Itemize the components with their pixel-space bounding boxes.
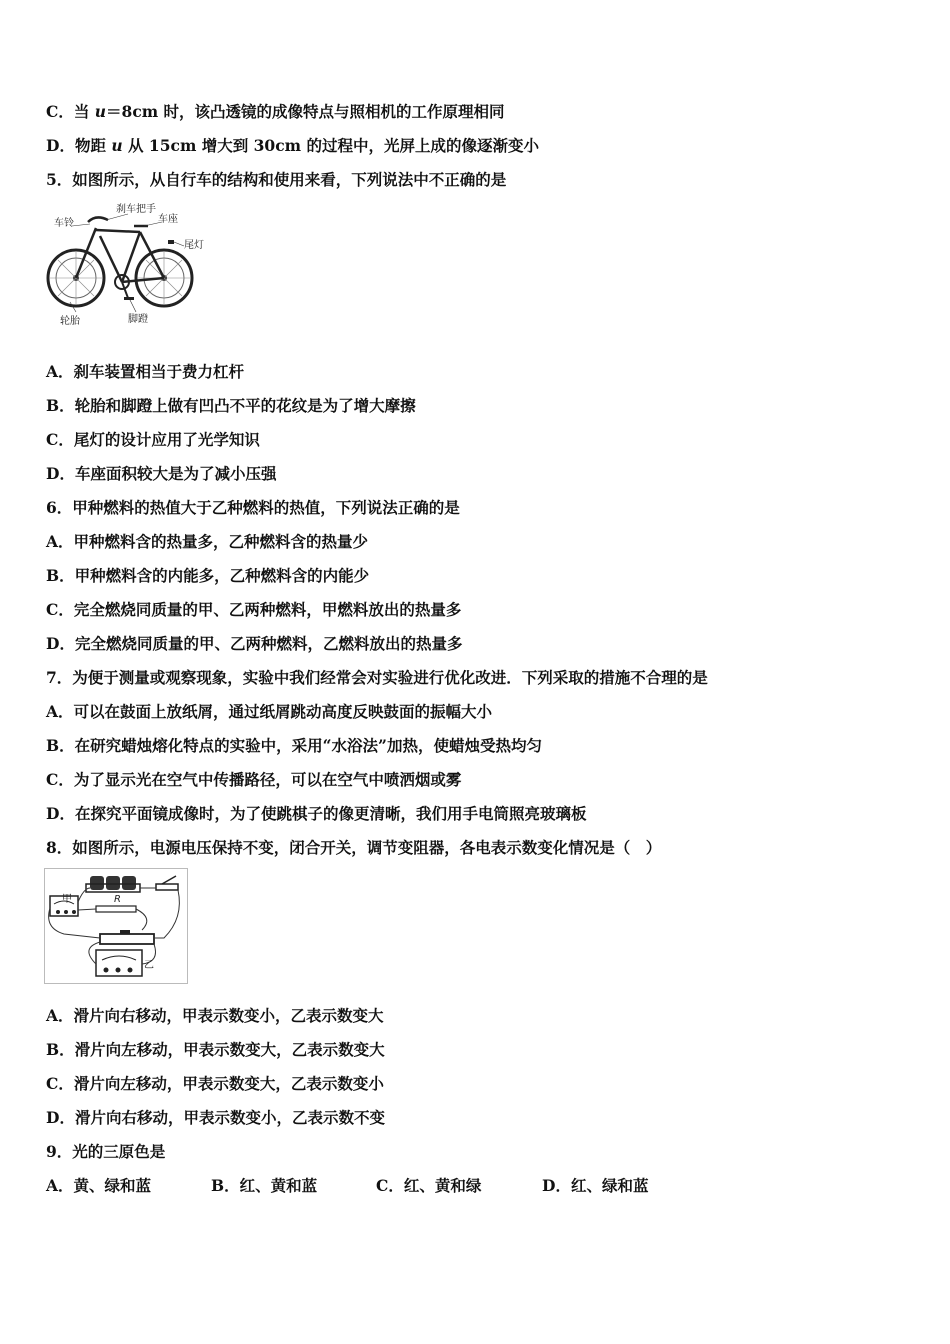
label-bell: 车铃 (54, 218, 74, 229)
q5-option-a: A．刹车装置相当于费力杠杆 (46, 362, 245, 381)
circuit-figure (44, 868, 188, 984)
label-meter-yi: 乙 (144, 960, 154, 971)
label-meter-jia: 甲 (62, 894, 72, 905)
label-pedal: 脚蹬 (128, 314, 148, 325)
q4-option-d: D．物距 u 从 15cm 增大到 30cm 的过程中，光屏上成的像逐渐变小 (46, 136, 539, 155)
q9-option-d: D．红、绿和蓝 (542, 1176, 649, 1195)
q6-option-a: A．甲种燃料含的热量多，乙种燃料含的热量少 (46, 532, 369, 551)
q9-option-a: A．黄、绿和蓝 (46, 1176, 152, 1195)
q8-option-c: C．滑片向左移动，甲表示数变大，乙表示数变小 (46, 1074, 384, 1093)
q9-option-b: B．红、黄和蓝 (211, 1176, 318, 1195)
q8-option-d: D．滑片向右移动，甲表示数变小，乙表示数不变 (46, 1108, 385, 1127)
bicycle-figure (44, 200, 204, 328)
q9-option-c: C．红、黄和绿 (376, 1176, 482, 1195)
q7-option-c: C．为了显示光在空气中传播路径，可以在空气中喷洒烟或雾 (46, 770, 462, 789)
label-seat: 车座 (158, 214, 178, 225)
q5-option-b: B．轮胎和脚蹬上做有凹凸不平的花纹是为了增大摩擦 (46, 396, 416, 415)
label-resistor-r: R (114, 894, 121, 905)
label-taillight: 尾灯 (184, 240, 204, 251)
label-brake: 刹车把手 (116, 204, 156, 215)
q5-stem: 5．如图所示，从自行车的结构和使用来看，下列说法中不正确的是 (46, 170, 507, 189)
q9-stem: 9．光的三原色是 (46, 1142, 166, 1161)
q8-option-a: A．滑片向右移动，甲表示数变小，乙表示数变大 (46, 1006, 384, 1025)
q5-option-c: C．尾灯的设计应用了光学知识 (46, 430, 260, 449)
q7-option-d: D．在探究平面镜成像时，为了使跳棋子的像更清晰，我们用手电筒照亮玻璃板 (46, 804, 587, 823)
q5-option-d: D．车座面积较大是为了减小压强 (46, 464, 277, 483)
q6-stem: 6．甲种燃料的热值大于乙种燃料的热值，下列说法正确的是 (46, 498, 460, 517)
q7-stem: 7．为便于测量或观察现象，实验中我们经常会对实验进行优化改进．下列采取的措施不合理的是 (46, 668, 708, 687)
q9-options-row (46, 1176, 746, 1196)
q8-stem: 8．如图所示，电源电压保持不变，闭合开关，调节变阻器，各电表示数变化情况是（ ） (46, 838, 662, 857)
q8-option-b: B．滑片向左移动，甲表示数变大，乙表示数变大 (46, 1040, 385, 1059)
q6-option-d: D．完全燃烧同质量的甲、乙两种燃料，乙燃料放出的热量多 (46, 634, 463, 653)
q7-option-b: B．在研究蜡烛熔化特点的实验中，采用“水浴法”加热，使蜡烛受热均匀 (46, 736, 542, 755)
q7-option-a: A．可以在鼓面上放纸屑，通过纸屑跳动高度反映鼓面的振幅大小 (46, 702, 493, 721)
label-tire: 轮胎 (60, 316, 80, 327)
q4-option-c: C．当 u＝8cm 时，该凸透镜的成像特点与照相机的工作原理相同 (46, 102, 505, 121)
q6-option-b: B．甲种燃料含的内能多，乙种燃料含的内能少 (46, 566, 370, 585)
q6-option-c: C．完全燃烧同质量的甲、乙两种燃料，甲燃料放出的热量多 (46, 600, 462, 619)
